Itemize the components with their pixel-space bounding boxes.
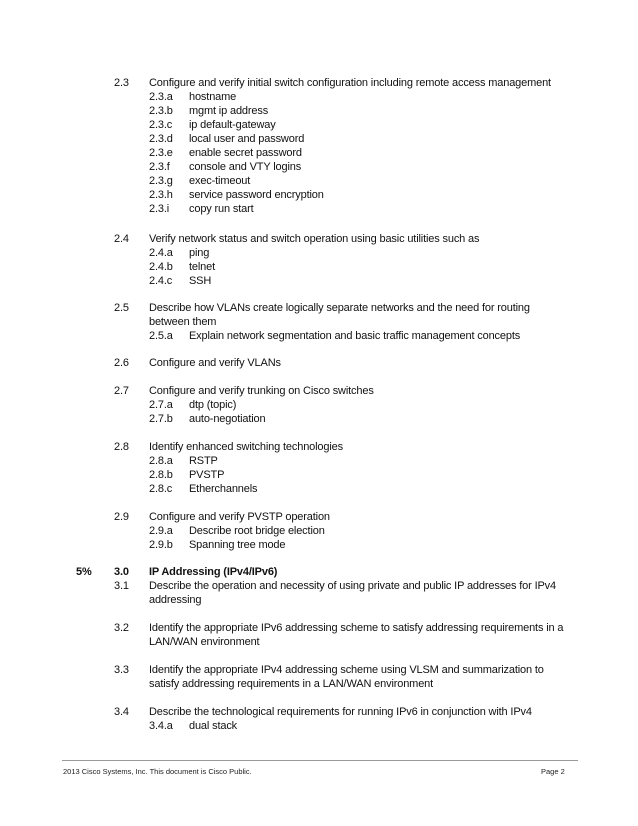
section-number: 2.6 [114, 357, 129, 369]
section-title-line2: addressing [149, 594, 202, 606]
item-label: enable secret password [189, 147, 302, 159]
item-code: 2.5.a [149, 330, 173, 342]
section-number: 2.3 [114, 77, 129, 89]
footer-divider [62, 760, 578, 761]
section-title: Verify network status and switch operation using basic utilities such as [149, 233, 480, 245]
item-label: Describe root bridge election [189, 525, 325, 537]
item-label: copy run start [189, 203, 254, 215]
item-code: 2.7.a [149, 399, 173, 411]
item-label: mgmt ip address [189, 105, 269, 117]
section-number: 2.5 [114, 302, 129, 314]
section-number: 2.7 [114, 385, 129, 397]
item-label: dual stack [189, 720, 238, 732]
section-title: Configure and verify trunking on Cisco switches [149, 385, 374, 397]
section-title-line1: Identify the appropriate IPv6 addressing scheme to satisfy addressing requirements in a [149, 622, 564, 634]
section-number: 3.3 [114, 664, 129, 676]
item-code: 2.4.b [149, 261, 173, 273]
item-code: 2.8.b [149, 469, 173, 481]
footer-page-number: Page 2 [541, 767, 565, 776]
footer-copyright: 2013 Cisco Systems, Inc. This document is Cisco Public. [63, 767, 252, 776]
item-label: Etherchannels [189, 483, 258, 495]
item-code: 2.3.i [149, 203, 170, 215]
item-label: PVSTP [189, 469, 225, 481]
item-code: 2.3.b [149, 105, 173, 117]
item-label: hostname [189, 91, 237, 103]
item-label: auto-negotiation [189, 413, 266, 425]
item-label: console and VTY logins [189, 161, 302, 173]
section-title-line2: between them [149, 316, 217, 328]
section-number: 2.4 [114, 233, 129, 245]
section-title: Identify enhanced switching technologies [149, 441, 343, 453]
item-code: 2.7.b [149, 413, 173, 425]
item-label: Spanning tree mode [189, 539, 286, 551]
item-label: RSTP [189, 455, 218, 467]
section-title-line1: Describe how VLANs create logically separate networks and the need for routing [149, 302, 530, 314]
item-code: 2.3.h [149, 189, 173, 201]
section-title-line1: Identify the appropriate IPv4 addressing scheme using VLSM and summarization to [149, 664, 544, 676]
item-code: 2.3.f [149, 161, 170, 173]
section-heading: IP Addressing (IPv4/IPv6) [149, 566, 278, 578]
item-label: service password encryption [189, 189, 324, 201]
item-code: 2.9.a [149, 525, 173, 537]
item-code: 2.4.a [149, 247, 173, 259]
item-code: 3.4.a [149, 720, 173, 732]
section-title-line1: Describe the operation and necessity of using private and public IP addresses for IPv4 [149, 580, 556, 592]
section-number: 3.0 [114, 566, 129, 578]
item-code: 2.8.a [149, 455, 173, 467]
section-title: Configure and verify PVSTP operation [149, 511, 330, 523]
item-code: 2.3.e [149, 147, 173, 159]
section-number: 3.4 [114, 706, 129, 718]
item-label: telnet [189, 261, 216, 273]
item-label: SSH [189, 275, 212, 287]
item-code: 2.3.c [149, 119, 173, 131]
section-title-line2: LAN/WAN environment [149, 636, 260, 648]
item-label: ping [189, 247, 210, 259]
section-title: Configure and verify initial switch configuration including remote access management [149, 77, 551, 89]
item-code: 2.9.b [149, 539, 173, 551]
section-number: 3.1 [114, 580, 129, 592]
item-label: exec-timeout [189, 175, 251, 187]
section-number: 2.9 [114, 511, 129, 523]
section-title: Describe the technological requirements for running IPv6 in conjunction with IPv4 [149, 706, 532, 718]
item-code: 2.3.a [149, 91, 173, 103]
item-code: 2.4.c [149, 275, 173, 287]
item-label: dtp (topic) [189, 399, 237, 411]
item-label: ip default-gateway [189, 119, 276, 131]
item-code: 2.3.d [149, 133, 173, 145]
section-title-line2: satisfy addressing requirements in a LAN/WAN environment [149, 678, 434, 690]
section-number: 3.2 [114, 622, 129, 634]
item-code: 2.8.c [149, 483, 173, 495]
weight-percent: 5% [76, 566, 92, 578]
item-label: Explain network segmentation and basic traffic management concepts [189, 330, 521, 342]
section-number: 2.8 [114, 441, 129, 453]
section-title: Configure and verify VLANs [149, 357, 281, 369]
item-label: local user and password [189, 133, 305, 145]
item-code: 2.3.g [149, 175, 173, 187]
